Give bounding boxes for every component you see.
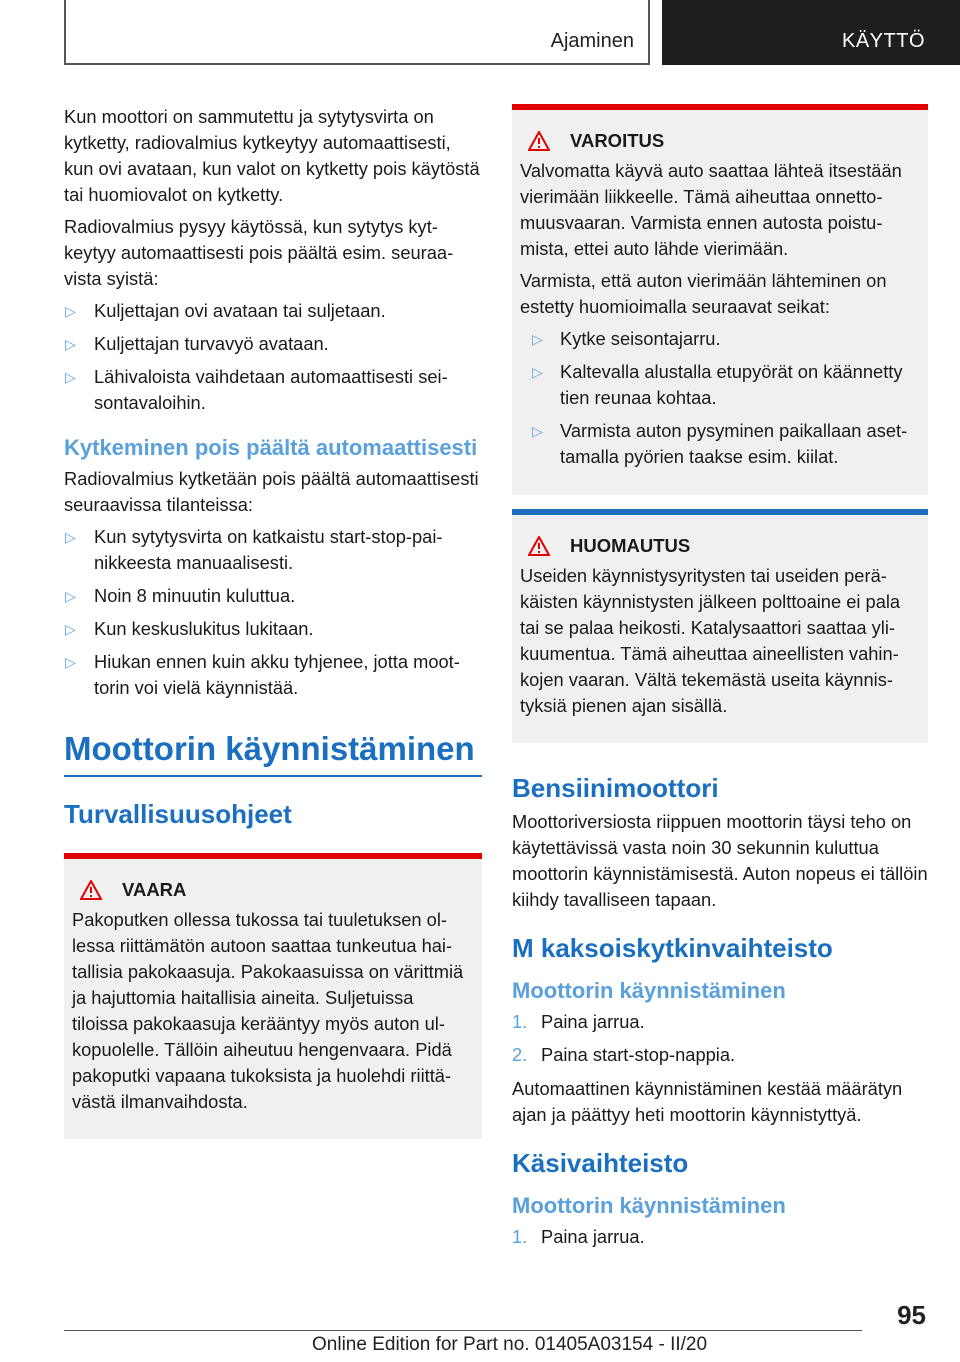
left-column (64, 104, 482, 1139)
page-number: 95 (897, 1300, 926, 1330)
triangle-bullet-icon: ▷ (65, 303, 76, 319)
header-section-label: Ajaminen (550, 30, 634, 52)
list-item: ▷ Kaltevalla alustalla etupyörät on käännetty tien reunaa kohtaa. (532, 361, 903, 408)
triangle-bullet-icon: ▷ (65, 336, 76, 352)
section-heading: Bensiinimoottori (512, 773, 719, 803)
notice-box (512, 509, 928, 743)
danger-title: VAARA (72, 879, 474, 901)
section-heading: M kaksoiskytkinvaihteisto (512, 933, 833, 963)
paragraph: Automaattinen käynnistäminen kestää määrätyn ajan ja päättyy heti moottorin käynnistyttyä. (512, 1078, 903, 1125)
section-heading: Käsivaihteisto (512, 1148, 689, 1178)
paragraph: Radiovalmius kytketään pois päältä automaattisesti seuraavissa tilanteissa: (64, 468, 479, 515)
list-item: ▷ Kuljettajan ovi avataan tai suljetaan. (64, 298, 482, 324)
list-item: ▷ Lähivaloista vaihdetaan automaattisesti seisontavaloihin. (65, 366, 448, 413)
paragraph: Radiovalmius pysyy käytössä, kun sytytys kytkeytyy automaattisesti pois päältä esim. seuraavista syistä: (64, 216, 454, 289)
paragraph: Kun moottori on sammutettu ja sytytysvirta on kytketty, radiovalmius kytkeytyy automaattisesti, kun ovi avataan, kun valot on kytketty pois käytöstä tai huomiovalot on kytketty. (64, 106, 480, 205)
footer-divider (64, 1330, 862, 1331)
list-item: ▷ Varmista auton pysyminen paikallaan asettamalla pyörien taakse esim. kiilat. (532, 420, 908, 467)
danger-box (64, 853, 482, 1139)
footer-text: Online Edition for Part no. 01405A03154 - II/20 (312, 1334, 708, 1355)
triangle-bullet-icon: ▷ (532, 423, 543, 439)
warning-title: VAROITUS (520, 130, 920, 152)
list-item: ▷ Kun keskuslukitus lukitaan. (64, 616, 482, 642)
warning-text: Varmista, että auton vierimään lähteminen on estetty huomioimalla seuraavat seikat: (520, 270, 887, 317)
notice-title: HUOMAUTUS (520, 535, 920, 557)
danger-text: Pakoputken ollessa tukossa tai tuuletuksen ollessa riittämätön autoon saattaa tunkeutua haitallisia pakokaasuja. Pakokaasuissa on värittmiä ja hajuttomia haitallisia aineita. Suljetuissa tiloissa pakokaasuja kerääntyy myös auton ulkopuolelle. Tällöin aiheutuu hengenvaara. Pidä pakoputki vapaana tukoksista ja huolehdi riittävästä ilmanvaihdosta. (72, 909, 464, 1112)
subheading: Kytkeminen pois päältä automaattisesti (64, 435, 478, 460)
list-item: ▷ Kuljettajan turvavyö avataan. (64, 331, 482, 357)
step-list (512, 1009, 928, 1068)
triangle-bullet-icon: ▷ (65, 588, 76, 604)
bullet-list (64, 524, 482, 701)
warning-triangle-icon (80, 880, 102, 900)
header-chapter-label: KÄYTTÖ (842, 30, 926, 52)
warning-box (512, 104, 928, 495)
list-item: ▷ Kytke seisontajarru. (520, 326, 920, 352)
main-heading: Moottorin käynnistäminen (64, 727, 482, 777)
step-item: 1. Paina jarrua. (512, 1226, 645, 1247)
list-item: ▷ Kun sytytysvirta on katkaistu start-stop-painikkeesta manuaalisesti. (65, 526, 443, 573)
triangle-bullet-icon: ▷ (532, 331, 543, 347)
step-list (512, 1224, 928, 1250)
triangle-bullet-icon: ▷ (65, 654, 76, 670)
warning-text: Valvomatta käyvä auto saattaa lähteä itsestään vierimään liikkeelle. Tämä aiheuttaa onnettomuusvaaran. Varmista ennen autosta poistumista, ettei auto lähde vierimään. (520, 160, 902, 259)
step-item: 1. Paina jarrua. (512, 1011, 645, 1032)
header-section-tab (64, 0, 650, 65)
subheading: Moottorin käynnistäminen (512, 1193, 786, 1218)
right-column (512, 104, 928, 1258)
section-heading: Turvallisuusohjeet (64, 799, 292, 829)
warning-triangle-icon (528, 131, 550, 151)
triangle-bullet-icon: ▷ (65, 621, 76, 637)
header-chapter-tab (662, 0, 960, 65)
subheading: Moottorin käynnistäminen (512, 978, 786, 1003)
warning-triangle-icon (528, 536, 550, 556)
triangle-bullet-icon: ▷ (532, 364, 543, 380)
paragraph: Moottoriversiosta riippuen moottorin täysi teho on käytettävissä vasta noin 30 sekunnin kuluttua moottorin käynnistämisestä. Auton nopeus ei tällöin kiihdy tavalliseen tapaan. (512, 811, 928, 910)
triangle-bullet-icon: ▷ (65, 529, 76, 545)
bullet-list (520, 326, 920, 470)
list-item: ▷ Hiukan ennen kuin akku tyhjenee, jotta moottorin voi vielä käynnistää. (65, 651, 460, 698)
bullet-list (64, 298, 482, 416)
triangle-bullet-icon: ▷ (65, 369, 76, 385)
step-item: 2. Paina start-stop-nappia. (512, 1044, 736, 1065)
list-item: ▷ Noin 8 minuutin kuluttua. (64, 583, 482, 609)
notice-text: Useiden käynnistysyritysten tai useiden peräkäisten käynnistysten jälkeen polttoaine ei pala tai se palaa heikosti. Katalysaattori saattaa ylikuumentua. Tämä aiheuttaa aineellisten vahinkojen vaaran. Vältä tekemästä useita käynnistyksiä pienen ajan sisällä. (520, 565, 901, 716)
